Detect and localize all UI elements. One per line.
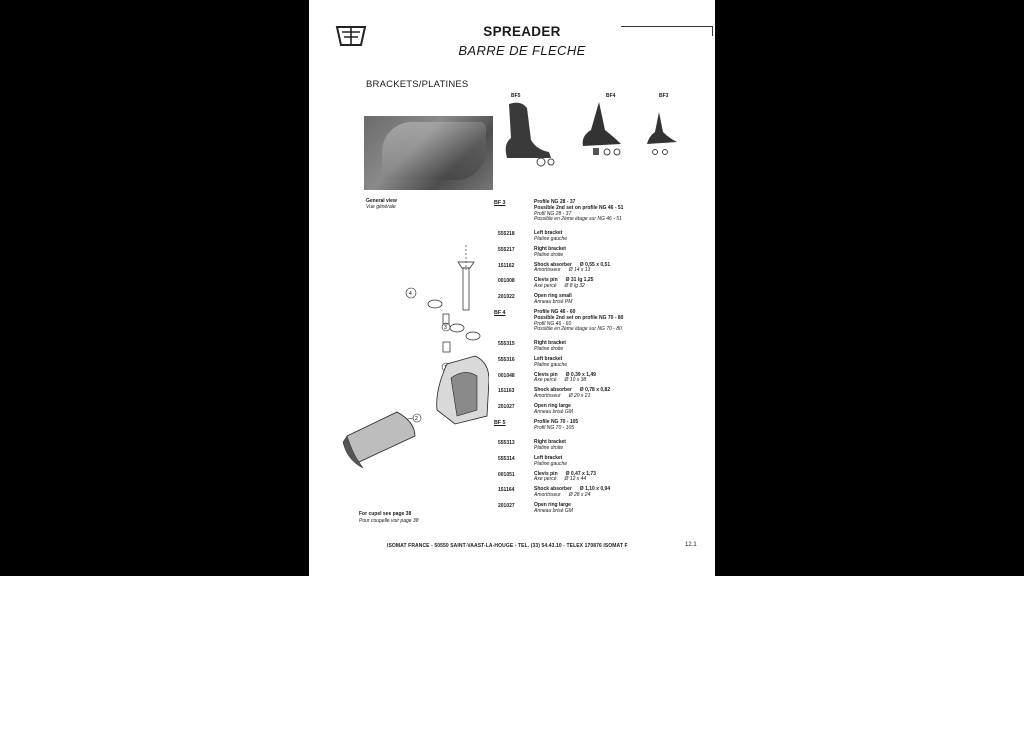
page-subtitle: BARRE DE FLECHE xyxy=(458,43,586,58)
exploded-assembly-drawing xyxy=(339,240,489,470)
part-row: 555316 Left bracket Platine gauche xyxy=(498,355,568,368)
group-bf4-header: BF 4 Profile NG 46 - 60 Possible 2nd set on profile NG 70 - 80 Profil NG 46 - 60 Possible en 2ème étage sur NG 70 - 80 xyxy=(494,308,624,333)
group-code: BF 5 xyxy=(494,419,506,426)
part-row: 201027 Open ring large Anneau brisé GM xyxy=(498,403,573,415)
bracket-photo-bf3 xyxy=(639,110,684,160)
part-row: 001051 Clevis pin Ø 0,47 x 1,73 Axe percé Ø 12 x 44 xyxy=(498,470,596,483)
product-label-bf5: BF5 xyxy=(511,93,521,99)
part-row: 555314 Left bracket Platine gauche xyxy=(498,454,568,467)
parts-list xyxy=(494,200,704,519)
general-view-caption: General view Vue générale xyxy=(366,198,397,210)
callout-2: 2 xyxy=(415,416,418,422)
bracket-photo-bf4 xyxy=(571,100,631,162)
part-row: 151164 Shock absorber Ø 1,10 x 0,94 Amortisseur Ø 28 x 24 xyxy=(498,486,611,499)
corner-line xyxy=(621,26,713,27)
group-bf3-header: BF 3 Profile NG 28 - 37 Possible 2nd set on profile NG 46 - 51 Profil NG 28 - 37 Possible en 2ème étage sur NG 46 - 51 xyxy=(494,199,624,223)
part-row: 001048 Clevis pin Ø 0,39 x 1,49 Axe percé Ø 10 x 38 xyxy=(498,371,596,384)
part-row: 555218 Left bracket Platine gauche xyxy=(498,230,568,242)
part-row: 201027 Open ring large Anneau brisé GM xyxy=(498,502,573,514)
part-row: 555217 Right bracket Platine droite xyxy=(498,245,566,258)
callout-4: 4 xyxy=(409,291,412,297)
part-row: 001008 Clevis pin Ø 31 lg 1,25 Axe percé Ø 8 lg 32 xyxy=(498,277,594,290)
cupel-note: For cupel see page 38 Pour coupelle voir page 38 xyxy=(359,511,419,524)
section-heading: BRACKETS/PLATINES xyxy=(366,79,469,90)
bracket-photo-bf5 xyxy=(499,100,559,170)
general-view-photo xyxy=(364,116,493,190)
catalog-page xyxy=(309,0,715,576)
part-row: 555313 Right bracket Platine droite xyxy=(498,438,566,451)
corner-tick xyxy=(712,26,713,36)
group-code: BF 3 xyxy=(494,200,506,206)
part-row: 555315 Right bracket Platine droite xyxy=(498,339,566,352)
page-number: 12.1 xyxy=(685,542,697,548)
part-row: 151162 Shock absorber Ø 0,55 x 0,51 Amortisseur Ø 14 x 13 xyxy=(498,261,611,274)
footer-address: ISOMAT FRANCE - 50550 SAINT-VAAST-LA-HOUGE - TEL. (33) 54.43.10 - TELEX 170876 ISOMAT F xyxy=(387,543,628,549)
part-row: 201022 Open ring small Anneau brisé PM xyxy=(498,293,573,305)
group-bf5-header: BF 5 Profile NG 70 - 105 Profil NG 70 - 105 xyxy=(494,418,579,431)
product-label-bf4: BF4 xyxy=(606,93,616,99)
callout-3: 3 xyxy=(444,325,447,331)
page-title: SPREADER xyxy=(483,24,561,39)
part-row: 151163 Shock absorber Ø 0,78 x 0,82 Amortisseur Ø 20 x 21 xyxy=(498,387,611,400)
group-code: BF 4 xyxy=(494,309,506,316)
product-label-bf3: BF3 xyxy=(659,93,669,99)
